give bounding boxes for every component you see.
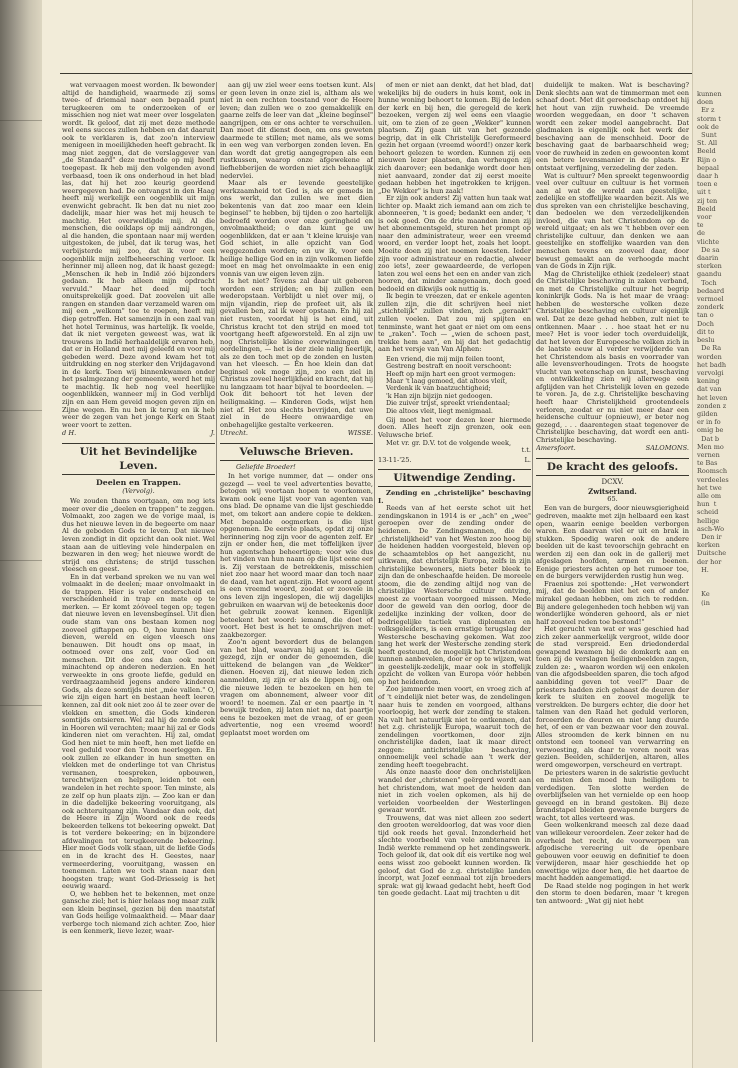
signature [62,430,215,438]
date: 13-11-'25. [378,455,412,464]
article-title: De kracht des geloofs. [536,458,689,476]
paragraph: Ik begin te vreezen, dat er enkele agenten zullen zijn, die dit schrijven heel niet „stichtelijk" zullen vinden, zich „geraakt" zullen voelen. Dat zou mij spijten en tenminste, want het gaat er niet om om eens te „raken". Toch — „wien de schoen past, trekke hem aan", en bij dat het gedachtig aan het versje van Van Alphen: [378,292,531,354]
paragraph: Maar als er levende geestelijke werkzaamheid tot God is, als er gemeds in ons werkt, dan zullen we met dien bekentenis van dat zoo maar een klein beginsel" te hebben, bij tijden o zoo hartelijk bedroefd worden over onze geringheid en onvolmaaktheid; o dan kunt ge uw oogenblikken, dat er aan 't kleine kruisje van God schiet, in alle opzicht van God weggezonden worden; en uw ik, voor een heilige hellige God en in zijn volkomen liefde moet en mag het onvolmaakte in een enig vonnis van uw eigen leven zijn. [220,179,373,278]
paragraph: duidelijk te maken. Wat is beschaving? Denk slechts aan wat de timmerman met een schaaf doet. Met dit gereedschap ontdoet hij het hout van zijn ruwheid. De vreemde woorden weggedaan, en door 't schaven wordt een zeker model aangebracht. Dat gladmaken is eigenlijk ook het werk der beschaving aan de menschheid. Door de beschaving gaat de barbaarschheid weg; voor de ruwheid in zeden en gewoonten komt een betere levensmanier in de plaats. Er ontstaat verfijning, verzedeling der zeden. [536,82,689,173]
poem-line: Maar 't laag gemoed, dat altoos vleit, [386,376,508,385]
signature [536,445,689,453]
column-divider [216,82,217,1042]
poem-line: Verdenk ik van baatzuchtigheid; [386,384,491,393]
paragraph: Gij moet het voor dezen keer hiermede doen. Alles heeft zijn grenzen, ook een Veluwsche brief. [378,415,531,440]
dateline [378,457,531,465]
section-number: 65. [607,494,618,503]
top-rule [60,73,738,74]
column-1 [62,82,215,1042]
column-4 [536,82,689,1042]
signature-right: J. [210,429,215,438]
section-country: Zwitserland. [588,487,637,497]
signature-right: SALOMONS. [645,444,689,453]
paragraph: En in dat verband spreken we nu van wel volmaakt in de deelen; maar onvolmaakt in de trappen. Hier is veler onderscheid en verscheidenheid in trap en mate op te merken. — Er komt zóóveel tegen op; tegen dat nieuwe leven en levensbeginsel. Uit dien oude stam van ons bestaan komen nog zooveel giftappen op. O, hoe kunnen hier dieven, wereld en eigen vleesch ons benauwen. Dit houdt ons op maat, in ootmoed over ons zelf, voor God en menschen. Dit doe ons dan ook nooit minachtend op anderen nederzien. En het verweekte in ons groote liefde, geduld en verdraagzaamheid jegens andere kinderen Gods, als deze somtijds niet „mée vallen." O, wie zijn eigen hart en bestaan heeft leeren kennen, zal dit ook niet zoo ál te zeer over de vlekken en smetten, die Gods kinderen somtijds ontsieren. Wel zal hij de zonde ook in Hooren wil verachten; maar hij zal er Gods kinderen niet om verachten. Hij zal, omdat God hen niet te min heeft, hen met liefde en veel geduld voor den Troon neerleggen. En ook zullen ze elkander in hun smetten en vlekken met de onderlinge tot van Christus vermanen, toespreken, opbouwen, terechtwijzen en helpen, leiden tot een wandelen in het rechte spoor. Ten minste, als ze zelf op hun plaats zijn. — Zoo kan er dan in die dadelijke bekeering vooruitgang, als ook achteruitgang zijn. Vandaar dan ook, dat de Heere in Zijn Woord ook de reeds bekeerden telkens tot bekeering opwekt. Dat is tot verdere bekeering; en in bijzondere afdwalingen tot terugkeerende bekeering. Hier moet Gods volk staan, uit de liefde Gods en in de kracht des H. Geestes, naar vermeerdering, vooruitgang, wassen en toenemen. Laten we toch staan naar den hoogsten trap; want God-Driesseig is het eeuwig waard. [62,572,215,891]
article-title: Uit het Bevindelijke Leven. [62,443,215,475]
poem [386,356,531,415]
poem-line: Die zuiver trijst, spreekt vriendentaal; [386,399,510,408]
paragraph: of men er niet aan denkt, dat het blad, dat wekelijks bij de ouders in huis komt, ook in hunne woning behoort te komen. Bij de leden der kerk en bij hen, die geregeld de kerk bezoeken, vergen zij wel eens een vlaagie uit, om te zien of ze geen „Wekker" kunnen plaatsen. Zij gaan uit van het gezonde begrip, dat in elk Christelijk Gereformeerd gezin het orgaan (vreemd woord!) onzer kerk behoort gelezen te worden. Kunnen zij een nieuwen lezer plaatsen, dan verheugen zij zich daarover; een bedankje wordt door hen niet aanvaard, zonder dat zij eerst moeite gedaan hebben het ingetrokken te krijgen. „De Wekker" is hun zaak! [378,82,531,195]
paragraph: O, we hebben het te bekennen, met onze gansche ziel; het is hier helaas nog maar zulk een klein beginsel, gezien bij den maatstaf van Gods heilige volmaaktheid. — Maar daar verberge toch niemand zich achter. Zoo, hier is een kenmerk, lieve lezer, waar- [62,889,215,936]
closing-tt: t.t. [521,446,531,455]
paragraph: In het vorige nummer, dat — onder ons gezegd — veel te veel advertenties bevatte, betogen wij voortaan hopen te voorkomen, kwam ook eene lijst voor van agenten van ons blad. De opname van die lijst geschiedde met, om tekort aan andere copie te dekken. Met bepaalde oogmerken is die lijst opgenomen. De eerste plaats, opdat zij onze herinnering nog zijn voor de agenten zelf. Er zijn er onder hen, die met toffelijken ijver hun agentschap beheertigen; voor wie dus het vinden van hun naam op die lijst eene eer is. Zij verstaan de betrekkenis, misschien niet zoo naar het woord maar dan toch naar de daad, van het agent-zijn. Het woord agent is een vreemd woord, zoodat er zoovele in ons leven zijn ingeslopen, die wij dagelijks gebruiken en waarvan wij de beteekenis door het gebruik zoowat kennen. Eigenlijk beteekent het woord: iemand, die doet of voort. Het best is het te omschrijven met: zaakbezorger. [220,472,373,639]
article-subtitle: Deelen en Trappen. [96,477,181,487]
adjacent-page-edge [692,0,738,1068]
poem-line: Heeft op mijn hart een groot vermogen: [386,369,516,378]
paragraph: Een van de burgers, door nieuwsgierigheid gedreven, maakte met zijn helbaard een kast open, waarin eenige beelden verborgen waren. Een daarvan viel er uit en brak in stukken. Spoedig waren ook de andere beelden uit de kast tevoorschijn gebracht en werden zij een dan ook in de gallerij met afgeslagen hoofden, armen en beenen. Eenige priesters achten op het rumoer toe, en de burgers verwijderden rustig hun weg. [536,504,689,581]
article-subtitle: Zending en „christelijke" beschaving I. [378,489,531,505]
column-divider [374,82,375,1042]
salutation: Geliefde Broeder! [236,462,296,471]
book-binding [0,0,42,1068]
column-3 [378,82,531,1042]
adjacent-page-text: kunnen doen Er z storm t ook de Sunt St. All Beeld Rijn o bepaal daar h toen e uit t zij ten Beeld voor te de vlichte De sa daarin sterken gaandu Toch bedaard vermoel zonderk tan o Doch dit to beslu De Ra worden het badh vervolgi kening dat van het leven zonden z gilden er in fo omig be Dat b Men mo vernen te Bas Roomsch verdeeles het twe alle om hun t scheid hellige asch-Wo Den ir kerken Duitsche der hor H. Ke (in [697,90,729,607]
column-2 [220,82,373,1042]
paragraph: wat vervaagen moest worden. Ik bewonder altijd de handigheid, waarmede zij soms twee- of driemaal naar een bepaald punt terugkeeren om te onderzoeken of er misschien nog niet wat meer over losgelaten wordt. Ik geloof, dat zij met deze methode wel eens succes zullen hebben en dat daaruit ook te verklaren is, dat zoo'n interview menigeen in moeilijkheden heeft gebracht. Ik mag niet zeggen, dat de verslaggever van „de Standaard" deze methode op mij heeft toegepast. Ik heb mij den volgenden avond verbaasd, toen ik ons onderhoud in het blad las, dat hij het zoo keurig geordend weergegeven had. De ontvangst in den Haag heeft mij werkelijk een oogenblik uit mijn evenwicht gebracht. Ik ben dat nu niet zoo dadelijk, maar hier was het mij heusch te machtig. Het overweldigde mij. Al die menschen, die ooiklaps op mij aandrongen, al die handen, die spontaan naar mij werden uitgestoken, de jubel, dat ik terug was, het verbijsterde mij zoo, dat ik voor een oogenblik mijn zelfbeheersching verloor. Ik herinner mij alleen nog, dat ik haast gezegd: „Menschen ik heb in Indië zóó bijzonders gedaan. Ik heb alleen mijn opdracht vervuld." Maar het deed mij toch onuitsprekelijk goed. Dat zoovelen uit alle rangen en standen daar verzameld waren om mij een „welkom" toe te roepen, heeft mij diep getroffen. Het samenzijn in een zaal van het hotel Terminus, was hartelijk. Ik voelde, dat ik niet vergeten geweest was, wat ik trouwens in Indië herhaaldelijk ervaren heb, dat er in Holland met mij geleefd en voor mij gebeden werd. Deze avond kwam het tot uitdrukking en nog sterker den Vrijdagavond in de kerk. Toen wij binnenkwamen onder het psalmgezang der gemeente, werd het mij te machtig. Ik heb nog veel heerlijke oogenblikken, wanneer mij in God verblijd zijn en aan Hem geveid mogen geven zijn en Zijne wegen. En nu ben ik terug en ik heb weer de zegen van het jonge Kerk en Staat weer voort te zetten. [62,82,215,429]
paragraph: Wat is cultuur? Men spreekt tegenwoordig veel over cultuur en cultuur is het vormen aan al wat de wereld aan geestelijke, zedelijke en stoffelijke waarden bezit. Als we dus spreken van een christelijke beschaving, dan bedoelen we den verzedelijkenden invloed, die van het Christendom op de wereld uitgaat; en als we 't hebben over een christelijke cultuur, dan denken we aan geestelijke en stoffelijke waarden van den menschen tevens en zooveel daar, door bewust gemaakt aan de verhoogde macht van de Gods in Zijn rijk. [536,171,689,271]
closing: Met vr. gr. D.V. tot de volgende week, [386,438,512,447]
series-number: DCXV. [601,477,624,486]
paragraph: Trouwens, dat was niet alleen zoo sedert den grooten wereldoorlog, dat was voor dien tijd ook reeds het geval. Inzonderheid het slechte voorbeeld van vele ambtenaren in Indië werkte remmend op het zendingswerk. Toch geloof ik, dat ook dit eis vertike nog wel eens wisst zoo geboekt kunnen worden. Ik geloof, dat God de z.g. christelijke landen incorpt, wat Jozef eenmaal tot zijn broeders sprak: wat gij kwaad gedacht hebt, heeft God ten goede gedacht. Laat mij trachten u dit [378,813,531,898]
poem-line: Een vriend, die mij mijn feilen toont, [386,354,505,363]
signature-left: d H. [62,429,77,438]
paragraph: Het gerucht van wat er was geschied had zich zeker aanmerkelijk vergroot, wilde door de stad verspreid. Een driedonderdal gewapend kwamen bij de domkerk aan en toen zij de verslagen heiligenbeelden zagen, zulden ze: „ waaron worden wij een enkelen van die afgodsbeelden sparen, die toch afgod aanbidding geven tot veel?" Daar de priesters hadden zich gehaast de deuren der kerk te sluiten en zoovel mogelijk te verstrekken. De burgers echter, die door het talmen van den Raad het geduld verloren, forceerden de deuren en niet lang duurde het, of een er van bezwaar voor den zouval. Alles stroomden de kerk binnen en nu ontstond een tooneel van verwarring en verwoesting, als daar te voren nooit was gezien. Beelden, schilderijen, altaren, alles werd omgeworpen, verscheurd en vertrapt. [536,625,689,770]
paragraph: We zouden thans voortgaan, om nog iets meer over die „deelen en trappen" te zeggen. Volmaakt, zoo zagen we de vorige maal, is dus het nieuwe leven in de begeerte om naar Al de geboden Gods te leven. Dat nieuwe leven zondigt in dit opzicht dan ook niet. Wel staan aan de uitleving vele hinderpalen en bezwaren in den weg; het nieuwe wordt de strijd ons christens; de strijd tusschen vleesch en geest. [62,497,215,574]
paragraph: Mag de Christelijke ethiek (zedeleer) staat de Christelijke beschaving in zaken verband, en met de Christelijke cultuur het begrip koninkrijk Gods. Na is het maar de vraag: hebben de westersche volken deze Christelijke beschaving en cultuur eigenlijk wel. Dat ze deze gehad hebben, zult niet te ontkennen. Maar . . . hoe staat het er nu mee? Het is voor ieder toch overduidelijk, dat het leven der Europeesche volken zich in de laatste eeuw al verder verwijderde van het Christendom als basis en voorrader van alle levensverhoudingen. Trots de hoogste vlucht van wetenschap en kunst, beschaving en ontwikkeling zien wij allerwege een afglijden van het Christelijk leven en gezede te voren. Ja, de z.g. Christelijke beschaving heeft haar Christelijkheid grootendeels verloren, zoodat er nu niet meer daar een heidensche cultuur (opnieuw), er beter nog gezegd, . . . daarentegen staat tegenover de Christelijke beschaving, dat wordt een anti-Christelijke beschaving. [536,269,689,444]
signature-left: Utrecht. [220,429,248,438]
paragraph: Zoo'n agent bevordert dus de belangen van het blad, waarvan hij agent is. Geijk gezegd, zijn er onder de genoemden, die uittekend de belangen van „de Wekker" dienen. Hoeven zij, dat nieuwe leden zich aanmelden, zij zijn er als de lippen bij, om die nieuwe leden te bezoeken en hen te vragen om abonnement, alweer voor dit woord! te noemen. Zal er een paartje in 't bewuijk treden, zij laten niet na, dat paartje eens te bezoeken met de vraag, of er geen advertentie, nog een vreemd woord! geplaatst moet worden om [220,638,373,737]
column-divider [532,82,533,1042]
paragraph: De priesters waren in de sakristie gevlucht en misten den moed hun heiligdom te verdedigen. Ten slotte werden de overblijfselen van het vernielde op een hoop geveegd en in brand gestoken. Bij deze brandstapel bleiden gewapende burgers de wacht, tot alles verteerd was. [536,768,689,822]
paragraph: Fraenius zei spottende: „Het verwondert mij, dat de beelden niet het een of ander mirakel gedaan hebben, om zich te redden. Bij andere gelegenheden toch hebben wij van wonderlijke wonderen gehoord, als er niet half zooveel reden toe bestond!" [536,579,689,626]
signature [220,430,373,438]
article-title: Veluwsche Brieven. [220,443,373,461]
article-subsubtitle: (Vervolg). [122,486,155,495]
poem-line: Die altoos vleit, liegt menigmaal. [386,406,493,415]
paragraph: Reeds van af het eerste schot uit het zendingskanon in 1914 is er „ach" en „wee" geroepen over de zending onder de heidenen. De Zendingsmannen, die de „christelijkheid" van het Westen zoo hoog bij de heidenen hadden voorgesteld, bleven op de schaamteblos op het aangezicht, nu uitkwam, dat christelijk Europa, zelfs in zijn christelijke bewoners, niets beter bleek te zijn dan de onbeschaafde heiden. De moreele stoom, die de zending altijd nog van de christelijke Westersche cultuur ontving, moest ze voortaan voorgoed missen. Mede door de geweld van den oorlog, door de zedelijke inzinking der volken, door de bedriegelijke tactiek van diplomaten en volksgeleiders, is een ernstige terugslag der Westersche beschaving gekomen. Wat zoo lang het werk der Westersche zending sterk heeft gesteund, de mogelijk het Christendom kunnen aanbevelen, door er op te wijzen, wat in geestelijk-zedelijk, maar ook in stoffelijk opzicht de volken van Europa vóór hebben op het heidendom. [378,504,531,686]
initial: L. [524,455,531,464]
article-title: Uitwendige Zending. [378,469,531,487]
paragraph: Geen wolkenkrand meesch zal deze daad van willekeur veroordelen. Zeer zeker had de overheid het recht, de voorwerpen van afgodische vereering uit de openbare gebouwen voor eeuwig en definitief te doen verwijderen, maar hier geschiedde het op onwettige wijze door hen, die het daartoe de macht hadden aangematigd. [536,821,689,883]
signature-right: WISSE. [347,429,373,438]
paragraph: Zoo jammerde men voort, en vroeg zich af of 't eindelijk niet beter was, de zendelingen naar huis te zenden en voorgoed, althans voorloopig, het werk der zending te staken. Na valt het natuurlijk niet te ontkennen, dat het z.g. christelijk Europa, waaruit toch de zendelingen voortkomen, door zijn onchristelijke daden, laat ik maar direct zeggen: antichristelijke beschaving, onnoemelijk veel schade aan 't werk der zending heeft toegebracht. [378,685,531,769]
signature-left: Amersfoort. [536,444,576,453]
poem-line: 'k Han zijn bijzijn niet gedoogen. [386,391,493,400]
poem-line: Gestreng bestraft en nooit verschoont: [386,362,512,371]
paragraph: aan gij uw ziel weer eens toetsen kunt. Als er geen leven in onze ziel is, altham als we niet in een rechten toestand voor de Heere leven; dan zullen we o zoo gemakkelijk en gaarne zelfs de leer van dat „kleine beginsel" aangrijpen, om er ons achter te verschuilen. Dan moet dit dienst doen, om ons geweten daarmede te stillen; met name, als we soms in een weg van verborgen zonden leven. En dan wordt dat gretig aangegrepen als een rustkussen, waarop onze afgewekene af liefhebberijen de worden niet zich behaaglijk nedervlei. [220,82,373,180]
paragraph: Er zijn ook anders! Zij vatten hun taak wat lichter op. Maakt zich iemand aan om zich te abonneeren, 't is goed; bedankt een ander, 't is ook goed. Om de drie maanden innen zij het abonnementsgeld, sturen het prompt op naar den administrateur, weer een vreemd woord, en verder loopt het, zoals het loopt. Moeite doen zij niet noemen koesten. Ieder zijn voor administrateur en redactie, alweer zoo iets!, zeer gewaardeerde, de verlopen laten zou wel eens het een en ander van zich hooren, dat minder aangenaam, doch goed bedoeld en dikwijls ook nuttig is. [378,194,531,293]
paragraph: Als onze naaste door den onchristelijken wandel der „christenen" geërgerd wordt aan het christendom, wat moet de heiden dan niet in zich voelen opkomen, als hij de verleiden voorbeelden der Westerlingen gewaar wordt. [378,768,531,815]
paragraph: Is het niet? Tevens zal daar uit geboren worden een strijden; en bij zullen een wederopstaan. Verblijdt u niet over mij, o mijn vijandin, riep de profeet uit, als ik gevallen ben, zal ik weer opstaan. En hij zal niet rusten, voordat hij is het eind, uit Christus kracht tot den strijd en moed tot voortgang heeft afgeworsteld. En al zijn uw nog Christelijke kleine overwinningen en oordelingen, — het is der ziele nalig heerlijk, als ze den toch met op de zonden en lusten van het vleesch. — En hoe klein dan dat beginsel ook moge zijn, zoo een ziel in Christus zoveel heerlijkheid en kracht, dat hij nu langzaam tot haar bijval te boordeelen. — Ook dit behoort tot het leven der heiligmaking. — Kinderen Gods, wijst hen niet af. Het zou slechts bevrijden, dat uwe ziel in de Heere onwaardige en onbehagelijke gestalte verkeeren. [220,277,373,429]
paragraph: De Raad stelde nog pogingen in het werk den storm te doen bedaren, maar 't kregen ten antwoord: „Wat gij niet hebt [536,881,689,905]
